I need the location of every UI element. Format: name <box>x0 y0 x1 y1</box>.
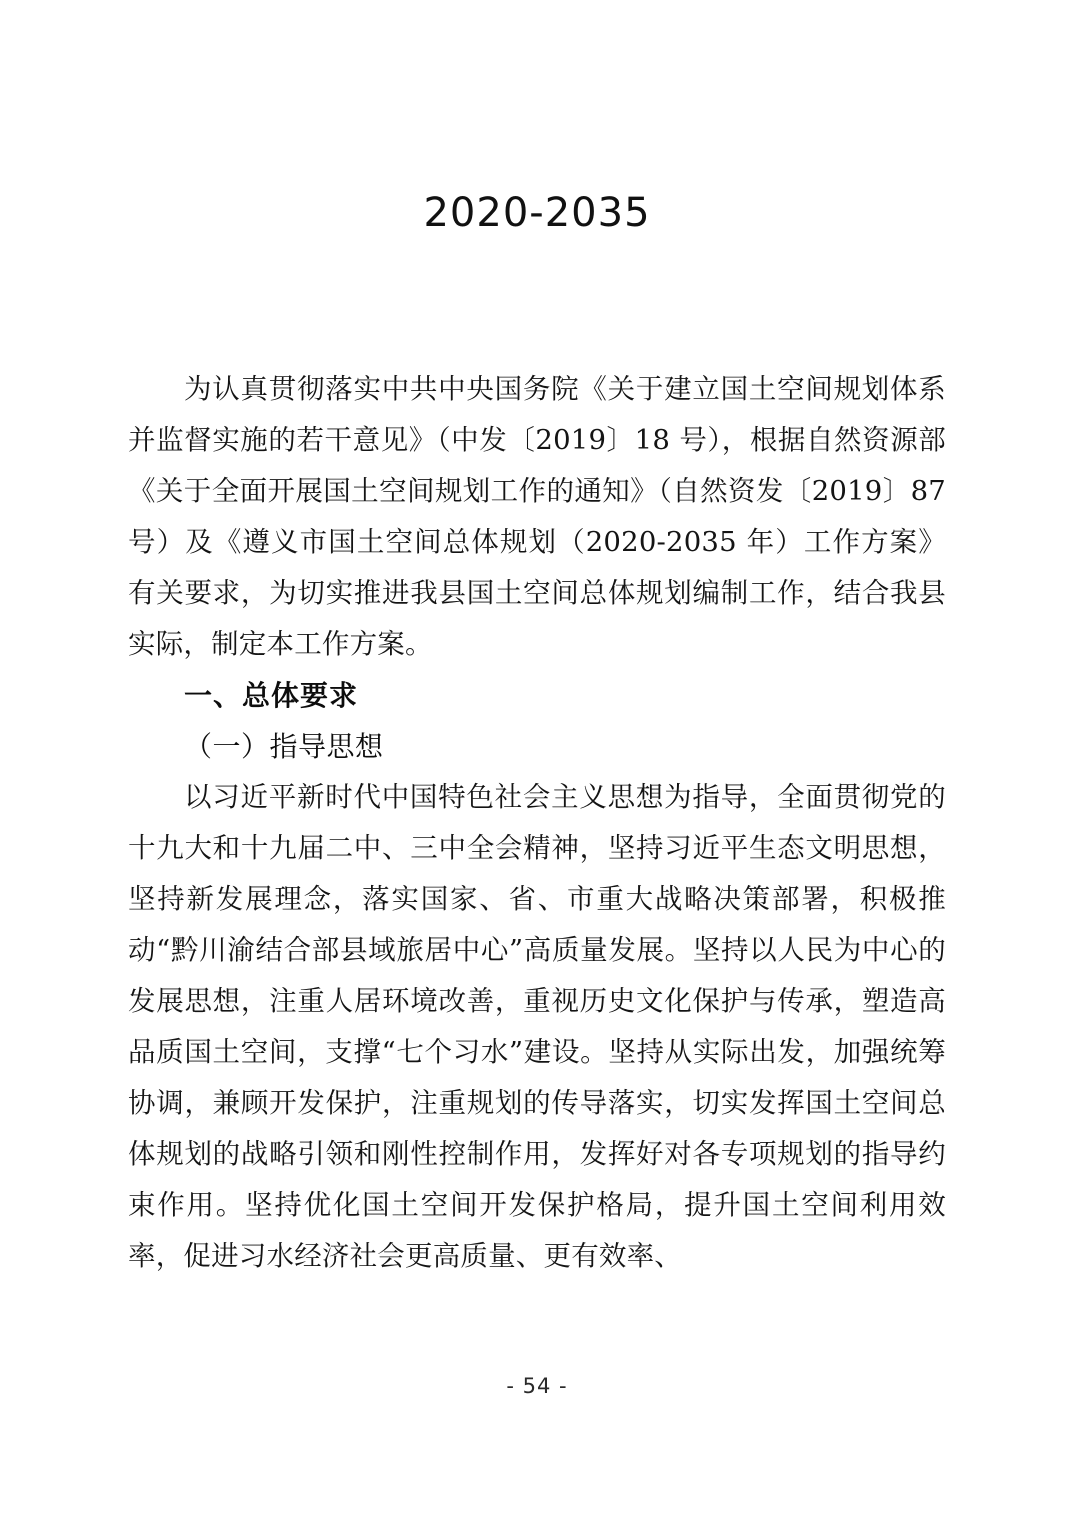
subsection-heading-one: （一）指导思想 <box>184 730 384 763</box>
page-number-footer: - 54 - <box>506 1374 568 1398</box>
intro-paragraph: 为认真贯彻落实中共中央国务院《关于建立国土空间规划体系并监督实施的若干意见》（中发〔2019〕18 号），根据自然资源部《关于全面开展国土空间规划工作的通知》（自然资发〔2019〕87 号）及《遵义市国土空间总体规划（2020-2035 年）工作方案》有关要求，为切实推进我县国土空间总体规划编制工作，结合我县实际，制定本工作方案。 <box>128 373 946 660</box>
page-title: 2020-2035 <box>423 190 651 236</box>
document-body <box>128 364 946 1282</box>
guiding-ideology-paragraph: 以习近平新时代中国特色社会主义思想为指导，全面贯彻党的十九大和十九届二中、三中全会精神，坚持习近平生态文明思想，坚持新发展理念，落实国家、省、市重大战略决策部署，积极推动“黔川渝结合部县域旅居中心”高质量发展。坚持以人民为中心的发展思想，注重人居环境改善，重视历史文化保护与传承，塑造高品质国土空间，支撑“七个习水”建设。坚持从实际出发，加强统筹协调，兼顾开发保护，注重规划的传导落实，切实发挥国土空间总体规划的战略引领和刚性控制作用，发挥好对各专项规划的指导约束作用。坚持优化国土空间开发保护格局，提升国土空间利用效率，促进习水经济社会更高质量、更有效率、 <box>128 781 946 1272</box>
section-heading-one: 一、总体要求 <box>184 679 359 712</box>
